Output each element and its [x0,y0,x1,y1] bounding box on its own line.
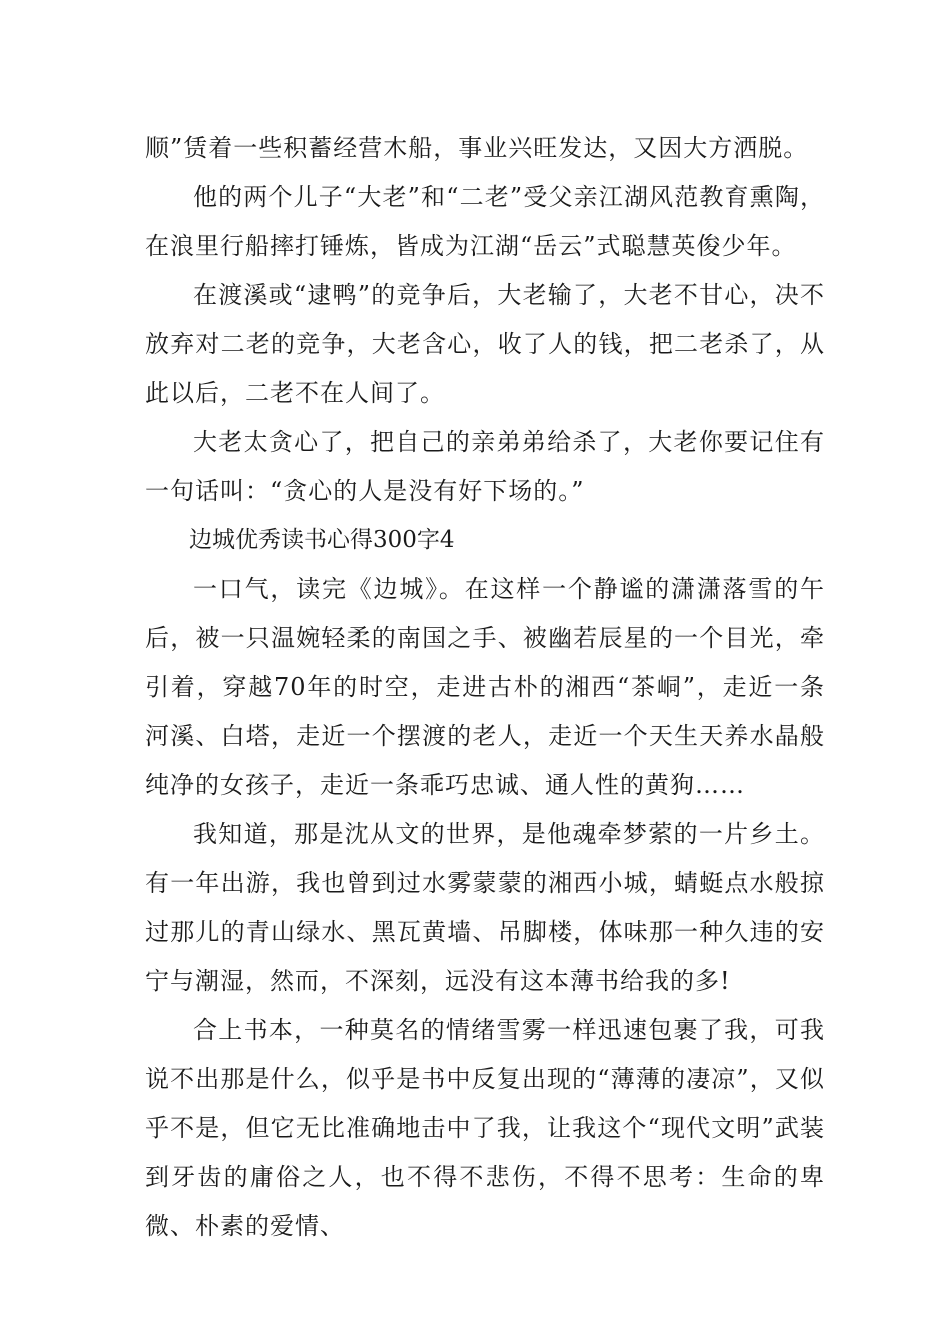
document-body [145,124,825,1251]
paragraph-sons: 他的两个儿子“大老”和“二老”受父亲江湖风范教育熏陶，在浪里行船摔打锤炼，皆成为江湖“岳云”式聪慧英俊少年。 [145,183,825,260]
paragraph-greed: 大老太贪心了，把自己的亲弟弟给杀了，大老你要记住有一句话叫：“贪心的人是没有好下场的。” [145,428,825,505]
section-heading: 边城优秀读书心得300字4 [189,527,455,553]
paragraph-continuation: 顺”赁着一些积蓄经营木船，事业兴旺发达，又因大方洒脱。 [145,134,809,162]
paragraph-shen-congwen: 我知道，那是沈从文的世界，是他魂牵梦萦的一片乡土。有一年出游，我也曾到过水雾蒙蒙的湘西小城，蜻蜓点水般掠过那儿的青山绿水、黑瓦黄墙、吊脚楼，体味那一种久违的安宁与潮湿，然而，不深刻，远没有这本薄书给我的多! [145,820,825,995]
paragraph-reading: 一口气，读完《边城》。在这样一个静谧的潇潇落雪的午后，被一只温婉轻柔的南国之手、被幽若辰星的一个目光，牵引着，穿越70年的时空，走进古朴的湘西“茶峒”，走近一条河溪、白塔，走近一个摆渡的老人，走近一个天生天养水晶般纯净的女孩子，走近一条乖巧忠诚、通人性的黄狗…… [145,575,825,799]
paragraph-closing-book: 合上书本，一种莫名的情绪雪雾一样迅速包裹了我，可我说不出那是什么，似乎是书中反复出现的“薄薄的凄凉”，又似乎不是，但它无比准确地击中了我，让我这个“现代文明”武装到牙齿的庸俗之人，也不得不悲伤，不得不思考：生命的卑微、朴素的爱情、 [145,1016,825,1240]
paragraph-competition: 在渡溪或“逮鸭”的竞争后，大老输了，大老不甘心，决不放弃对二老的竞争，大老含心，收了人的钱，把二老杀了，从此以后，二老不在人间了。 [145,281,825,407]
